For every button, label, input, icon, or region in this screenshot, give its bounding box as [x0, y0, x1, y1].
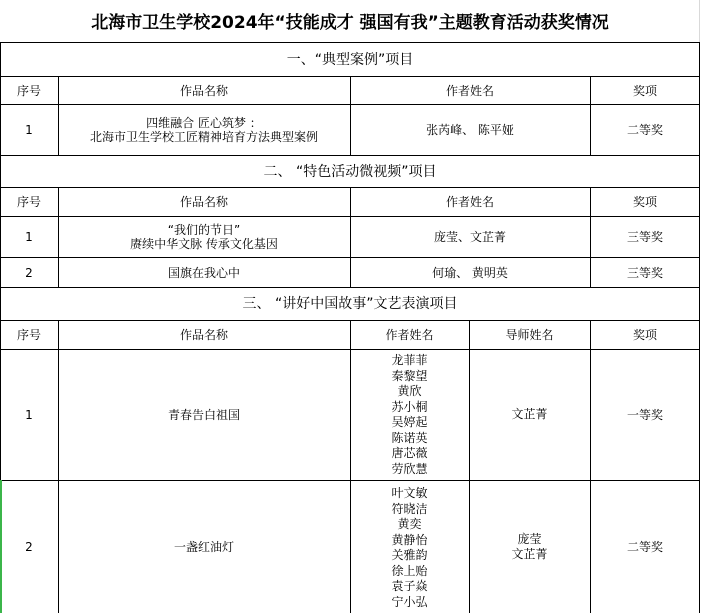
author-name: 黄欣	[397, 384, 422, 398]
row-work	[58, 105, 350, 155]
row-mentors	[469, 481, 590, 613]
header-authors: 作者姓名	[445, 83, 494, 98]
page-title: 北海市卫生学校2024年“技能成才 强国有我”主题教育活动获奖情况	[91, 13, 609, 33]
header-mentors: 导师姓名	[505, 328, 554, 342]
header-authors: 作者姓名	[445, 195, 494, 209]
header-authors: 作者姓名	[385, 328, 434, 342]
author-name: 苏小桐	[391, 399, 428, 414]
table-border	[469, 320, 470, 613]
header-award: 奖项	[632, 195, 657, 209]
author-name: 龙菲菲	[391, 353, 428, 367]
author-name: 叶文敏	[391, 486, 428, 500]
mentor-name: 庞莹	[517, 531, 542, 546]
table-border	[0, 42, 700, 43]
row-work: 一盏红油灯	[173, 540, 234, 554]
table-border	[58, 320, 59, 613]
table-border	[590, 187, 591, 287]
header-no: 序号	[16, 83, 41, 98]
row-authors: 何瑜、 黄明英	[432, 265, 508, 280]
mentor-name: 文芷菁	[511, 547, 548, 561]
row-no: 2	[25, 540, 33, 554]
table-border	[590, 76, 591, 155]
row-authors	[350, 481, 469, 613]
row-authors: 张芮峰、 陈平娅	[426, 123, 514, 137]
author-name: 黄静怡	[391, 532, 428, 547]
section-3-heading: 三、 “讲好中国故事”文艺表演项目	[242, 296, 458, 312]
mentor-name: 文芷菁	[511, 407, 548, 422]
header-no: 序号	[16, 195, 41, 209]
table-border	[0, 155, 700, 156]
row-award: 三等奖	[626, 230, 663, 244]
header-award: 奖项	[632, 328, 657, 342]
work-line: 赓续中华文脉 传承文化基因	[130, 237, 278, 251]
row-work: 国旗在我心中	[167, 265, 240, 280]
work-line: 北海市卫生学校工匠精神培育方法典型案例	[89, 130, 318, 144]
table-border	[350, 187, 351, 287]
table-border	[590, 320, 591, 613]
row-no: 1	[25, 408, 33, 422]
section-1-heading: 一、“典型案例”项目	[286, 51, 414, 68]
row-award: 一等奖	[626, 408, 663, 422]
table-border	[350, 76, 351, 155]
header-work: 作品名称	[179, 195, 228, 209]
row-mentors	[469, 350, 590, 480]
author-name: 关雅韵	[391, 548, 428, 562]
section-2-heading: 二、 “特色活动微视频”项目	[263, 163, 437, 180]
author-name: 吴婷起	[391, 415, 428, 429]
author-name: 黄奕	[397, 517, 422, 531]
row-authors: 庞莹、文芷菁	[433, 230, 506, 244]
table-border	[699, 42, 700, 613]
row-selection-marker	[0, 480, 2, 613]
row-award: 二等奖	[626, 123, 663, 137]
header-work: 作品名称	[179, 83, 228, 98]
header-award: 奖项	[632, 83, 657, 98]
header-no: 序号	[16, 328, 41, 342]
author-name: 秦黎望	[391, 368, 428, 383]
author-name: 宁小弘	[391, 594, 428, 609]
row-work: 青春告白祖国	[167, 408, 240, 422]
header-work: 作品名称	[179, 328, 228, 342]
table-border	[350, 320, 351, 613]
row-award: 三等奖	[626, 265, 663, 280]
table-border	[58, 76, 59, 155]
row-award: 二等奖	[626, 540, 663, 554]
author-name: 陈诺英	[391, 430, 428, 445]
author-name: 符晓洁	[391, 501, 428, 516]
row-no: 1	[25, 123, 33, 137]
work-line: 四维融合 匠心筑梦 ：	[146, 116, 262, 130]
author-name: 袁子焱	[391, 579, 428, 593]
table-border	[58, 187, 59, 287]
row-work	[58, 217, 350, 257]
author-name: 劳欣慧	[391, 461, 428, 476]
row-no: 1	[25, 230, 33, 244]
author-name: 徐上贻	[391, 563, 428, 578]
author-name: 唐芯薇	[391, 446, 428, 460]
work-line: “我们的节日”	[167, 223, 241, 237]
table-border	[0, 287, 700, 288]
row-authors	[350, 350, 469, 480]
row-no: 2	[25, 265, 33, 280]
